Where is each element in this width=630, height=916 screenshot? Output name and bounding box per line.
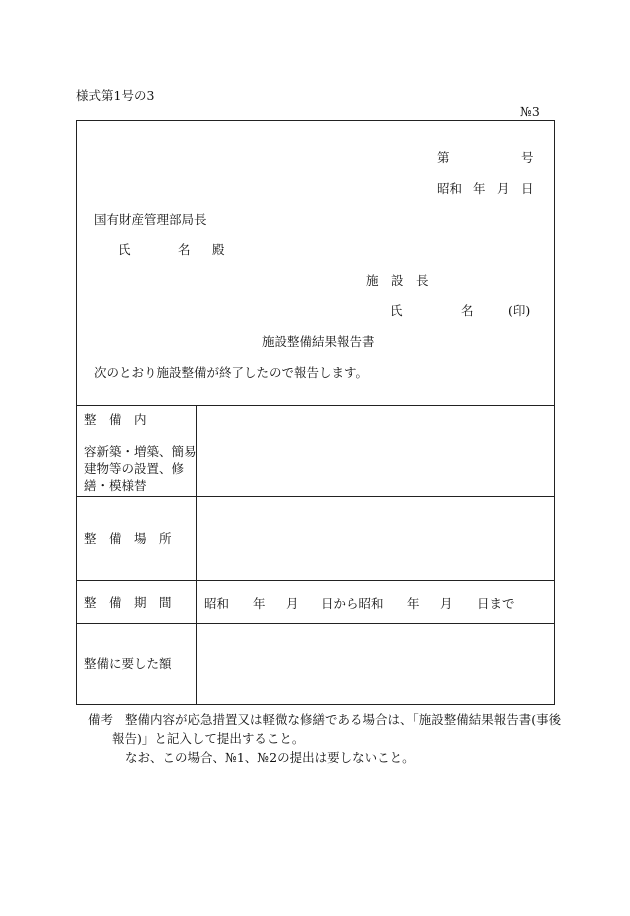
period-day-from-era: 日から昭和	[321, 596, 384, 611]
date-day: 日	[521, 181, 534, 196]
addressee-title: 国有財産管理部局長	[94, 212, 207, 227]
sender-name-shi: 氏	[390, 303, 403, 318]
seal-mark: (印)	[508, 303, 531, 318]
row-label-location: 整 備 場 所	[84, 531, 172, 546]
period-month-end: 月	[440, 596, 453, 611]
form-number: №3	[520, 104, 540, 119]
row-label-content: 整 備 内	[84, 412, 147, 427]
period-month-start: 月	[286, 596, 299, 611]
row-sublabel-content-2: 建物等の設置、修	[84, 461, 185, 476]
sender-title: 施 設 長	[366, 273, 429, 288]
remarks-line-3: なお、この場合、№1、№2の提出は要しないこと。	[125, 750, 415, 765]
date-era: 昭和	[437, 181, 463, 196]
row-label-period: 整 備 期 間	[84, 595, 172, 610]
period-year-end: 年	[407, 596, 420, 611]
document-title: 施設整備結果報告書	[262, 334, 375, 349]
addressee-name-shi: 氏	[118, 242, 131, 257]
table-divider	[76, 623, 555, 624]
row-sublabel-content-3: 繕・模様替	[84, 478, 147, 493]
sender-name-mei: 名	[461, 303, 474, 318]
remarks-line-1: 整備内容が応急措置又は軽微な修繕である場合は、「施設整備結果報告書(事後	[125, 712, 562, 727]
number-dai: 第	[437, 150, 450, 165]
form-label: 様式第1号の3	[76, 88, 155, 103]
table-divider	[76, 580, 555, 581]
remarks-line-2: 報告)」と記入して提出すること。	[112, 731, 305, 746]
remarks-label: 備考	[88, 712, 114, 727]
intro-text: 次のとおり施設整備が終了したので報告します。	[94, 365, 369, 380]
form-frame	[76, 120, 555, 705]
row-label-cost: 整備に要した額	[84, 656, 172, 671]
row-sublabel-content-1: 容新築・増築、簡易	[84, 444, 197, 459]
date-month: 月	[497, 181, 510, 196]
addressee-name-mei: 名	[178, 242, 191, 257]
period-day-until: 日まで	[477, 596, 515, 611]
table-divider	[76, 405, 555, 406]
period-era-start: 昭和	[204, 596, 230, 611]
period-year-start: 年	[253, 596, 266, 611]
table-divider	[76, 496, 555, 497]
date-year: 年	[473, 181, 486, 196]
number-go: 号	[521, 150, 534, 165]
addressee-honorific: 殿	[212, 242, 225, 257]
